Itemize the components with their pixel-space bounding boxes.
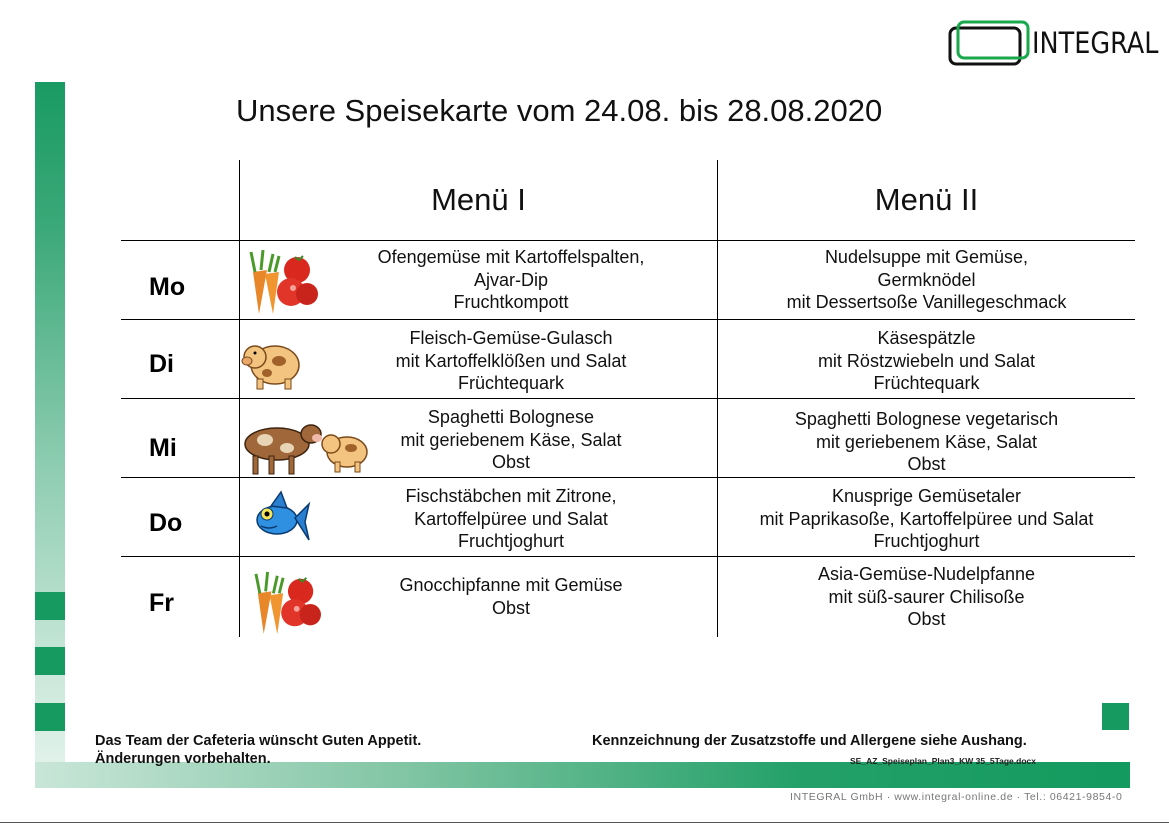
day-label-di: Di: [149, 350, 174, 378]
dish-line: Kartoffelpüree und Salat: [414, 508, 608, 529]
cow-pig-icon: [239, 418, 373, 476]
dish-line: Ajvar-Dip: [473, 269, 548, 290]
column-header-menu1: Menü I: [431, 182, 526, 217]
dish-line: Obst: [491, 597, 530, 618]
day-label-mo: Mo: [149, 273, 186, 301]
menu-table: [121, 160, 1135, 637]
dish-line: mit Dessertsoße Vanillegeschmack: [786, 292, 1067, 312]
carrot-tomato-icon: [245, 248, 321, 316]
day-label-do: Do: [149, 509, 183, 537]
left-decor-bar: [35, 82, 65, 787]
menu2-dish-mi: [718, 408, 1135, 476]
bottom-rule: [0, 822, 1169, 823]
day-label-mi: Mi: [149, 434, 177, 462]
dish-line: Fruchtjoghurt: [457, 531, 565, 551]
left-decor-square: [35, 703, 65, 731]
table-rule: [121, 240, 1135, 241]
menu1-dish-do: [361, 485, 661, 553]
dish-line: mit Paprikasoße, Kartoffelpüree und Salat: [759, 508, 1094, 529]
integral-logo-icon: [948, 20, 1030, 68]
table-rule: [121, 556, 1135, 557]
dish-line: Früchtequark: [873, 373, 980, 393]
footer-greeting: Das Team der Cafeteria wünscht Guten Appetit.: [95, 733, 422, 749]
menu2-dish-mo: [718, 246, 1135, 314]
dish-line: Fleisch-Gemüse-Gulasch: [409, 328, 613, 348]
day-label-fr: Fr: [149, 589, 174, 617]
dish-line: Spaghetti Bolognese: [427, 407, 595, 427]
dish-line: Asia-Gemüse-Nudelpfanne: [817, 564, 1036, 584]
dish-line: Fruchtkompott: [453, 292, 569, 312]
menu2-dish-fr: [718, 563, 1135, 631]
dish-line: mit süß-saurer Chilisoße: [828, 586, 1025, 607]
fish-icon: [251, 488, 311, 548]
dish-line: Obst: [907, 609, 946, 629]
dish-line: Spaghetti Bolognese vegetarisch: [794, 409, 1059, 429]
document-filename: SE_AZ_Speiseplan_Plan3_KW 35_5Tage.docx: [850, 756, 1036, 766]
footer-disclaimer: Änderungen vorbehalten.: [95, 751, 271, 767]
dish-line: mit geriebenem Käse, Salat: [815, 431, 1038, 452]
dish-line: Ofengemüse mit Kartoffelspalten,: [377, 247, 645, 267]
column-header-menu2: Menü II: [874, 182, 979, 217]
dish-line: Germknödel: [877, 269, 976, 290]
page-title: Unsere Speisekarte vom 24.08. bis 28.08.2020: [236, 93, 883, 128]
menu1-dish-di: [361, 327, 661, 395]
dish-line: Fruchtjoghurt: [873, 531, 980, 551]
table-rule: [121, 398, 1135, 399]
menu1-dish-mo: [361, 246, 661, 314]
left-decor-square: [35, 592, 65, 620]
company-info: INTEGRAL GmbH · www.integral-online.de · Tel.: 06421-9854-0: [790, 791, 1123, 803]
dish-line: Nudelsuppe mit Gemüse,: [824, 247, 1029, 267]
menu2-dish-do: [718, 485, 1135, 553]
dish-line: Obst: [907, 454, 946, 474]
left-decor-square: [35, 647, 65, 675]
logo-text: INTEGRAL: [1032, 26, 1159, 60]
pig-icon: [239, 333, 305, 393]
dish-line: mit Röstzwiebeln und Salat: [817, 350, 1036, 371]
corner-decor-square: [1102, 703, 1129, 730]
dish-line: Gnocchipfanne mit Gemüse: [399, 575, 623, 595]
dish-line: Käsespätzle: [877, 328, 976, 348]
dish-line: Knusprige Gemüsetaler: [831, 486, 1022, 506]
menu2-dish-di: [718, 327, 1135, 395]
dish-line: mit geriebenem Käse, Salat: [400, 429, 622, 450]
table-rule: [121, 477, 1135, 478]
menu1-dish-fr: [361, 574, 661, 619]
menu1-dish-mi: [361, 406, 661, 474]
table-rule: [121, 319, 1135, 320]
dish-line: Obst: [491, 452, 530, 472]
dish-line: Früchtequark: [457, 373, 565, 393]
dish-line: Fischstäbchen mit Zitrone,: [405, 486, 617, 506]
dish-line: mit Kartoffelklößen und Salat: [395, 350, 627, 371]
footer-allergen-note: Kennzeichnung der Zusatzstoffe und Allergene siehe Aushang.: [592, 733, 1027, 749]
carrot-tomato-icon: [249, 570, 325, 636]
